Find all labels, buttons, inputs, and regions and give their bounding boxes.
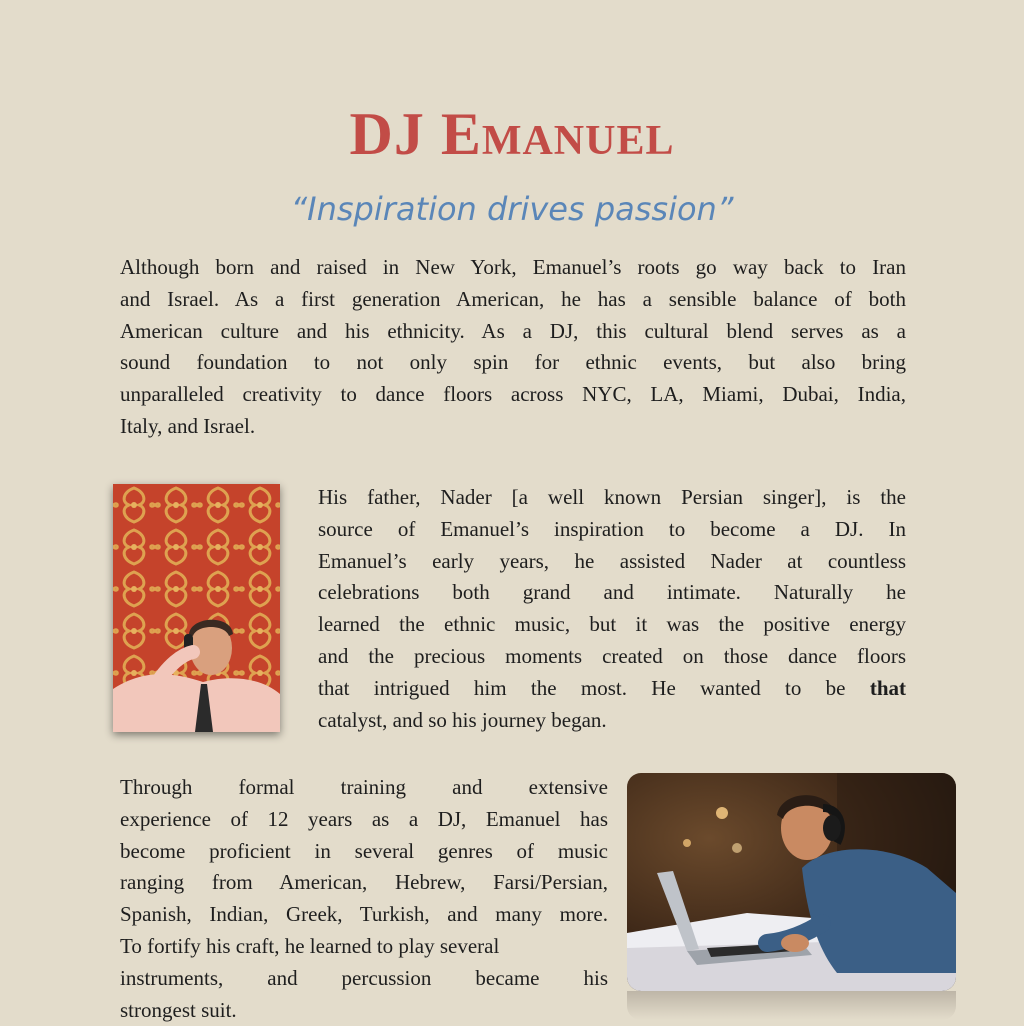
text-line: Although born and raised in New York, Emanuel’s roots go way back to Iran — [120, 255, 906, 279]
paragraph-training — [120, 772, 608, 1026]
text-line — [318, 673, 906, 705]
text-line: ranging from American, Hebrew, Farsi/Persian, — [120, 870, 608, 895]
paragraph-intro — [120, 252, 906, 443]
text-line: instruments, and percussion became his — [120, 965, 608, 990]
text-line: Emanuel’s early years, he assisted Nader at countless — [318, 548, 906, 573]
tagline: “Inspiration drives passion” — [290, 190, 734, 228]
text-line: learned the ethnic music, but it was the positive energy — [318, 612, 906, 637]
text-line: and Israel. As a first generation American, he has a sensible balance of both — [120, 286, 906, 311]
dj-portrait-photo — [113, 484, 280, 732]
text-line: celebrations both grand and intimate. Naturally he — [318, 580, 906, 605]
emphasis-text: that — [869, 675, 906, 700]
text-line: Italy, and Israel. — [120, 413, 256, 438]
photo-reflection — [627, 991, 956, 1020]
text-line: and the precious moments created on those dance floors — [318, 643, 906, 668]
text-line: To fortify his craft, he learned to play several — [120, 933, 500, 958]
text-line: American culture and his ethnicity. As a DJ, this cultural blend serves as a — [120, 318, 906, 343]
text-line: source of Emanuel’s inspiration to become a DJ. In — [318, 516, 906, 541]
text-line: unparalleled creativity to dance floors across NYC, LA, Miami, Dubai, India, — [120, 382, 906, 407]
dj-laptop-photo — [627, 773, 956, 991]
text-line: sound foundation to not only spin for ethnic events, but also bring — [120, 350, 906, 375]
text-line: experience of 12 years as a DJ, Emanuel has — [120, 806, 608, 831]
text-line: Spanish, Indian, Greek, Turkish, and many more. — [120, 902, 608, 927]
text-line: become proficient in several genres of music — [120, 838, 608, 863]
text-fragment: that intrigued him the most. He wanted to be — [318, 675, 870, 700]
text-line: strongest suit. — [120, 997, 237, 1022]
text-line: catalyst, and so his journey began. — [318, 707, 607, 732]
page-title: DJ Emanuel — [349, 101, 675, 167]
text-line: Through formal training and extensive — [120, 775, 608, 799]
text-line: His father, Nader [a well known Persian singer], is the — [318, 485, 906, 509]
paragraph-father — [318, 482, 906, 736]
